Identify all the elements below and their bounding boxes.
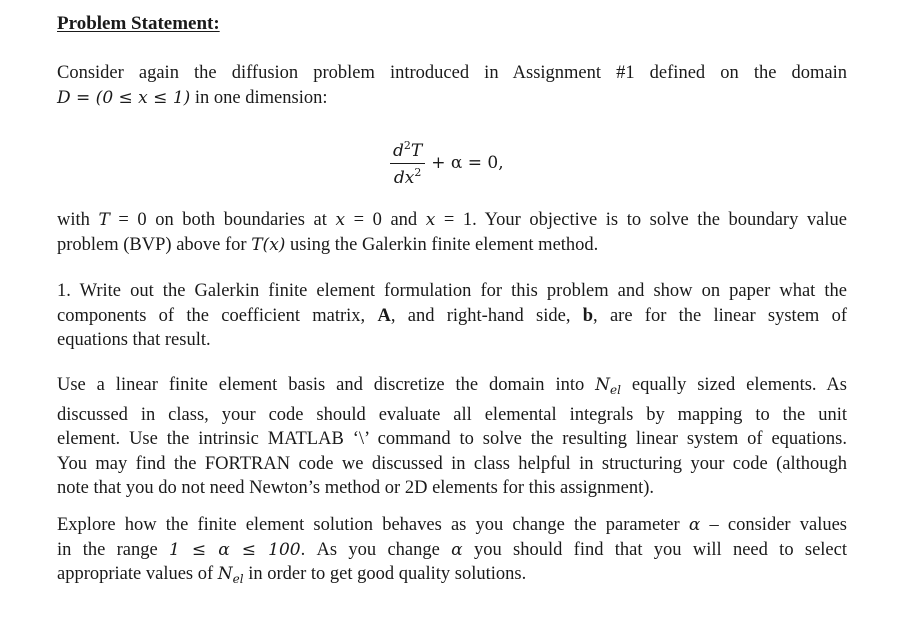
basis-line-5: note that you do not need Newton’s method or 2D elements for this assignment). [57, 478, 655, 498]
explore-text-g: in order to get good quality solutions. [243, 564, 527, 584]
fraction-numerator [390, 139, 425, 164]
denominator-dx: dx [393, 167, 415, 188]
basis-paragraph [57, 373, 847, 501]
explore-line-1 [57, 513, 847, 538]
boundary-paragraph [57, 208, 847, 257]
numerator-T: T [410, 140, 423, 161]
item-1-text-b: , and right-hand side, [390, 305, 583, 326]
fraction-denominator [391, 164, 424, 188]
var-N-2: N [217, 564, 233, 584]
item-1-line-2 [57, 304, 847, 329]
alpha-range: 1 ≤ α ≤ 100 [169, 539, 301, 560]
equation-rest: + α = 0, [431, 153, 504, 173]
intro-line-2 [57, 86, 847, 111]
explore-line-3 [57, 562, 847, 592]
domain-expression: D = (0 ≤ x ≤ 1) [57, 87, 191, 108]
boundary-text-3: = 0 and [345, 210, 426, 230]
subscript-el-2: el [232, 572, 244, 586]
var-x-2: x [425, 210, 436, 230]
var-alpha-2: α [451, 539, 463, 560]
subscript-el: el [610, 383, 621, 397]
vector-b: b [582, 305, 594, 326]
basis-line-4: You may find the FORTRAN code we discussed in class helpful in structuring your code (although [57, 453, 847, 474]
intro-line-1: Consider again the diffusion problem introduced in Assignment #1 defined on the domain [57, 63, 847, 83]
basis-text-a: Use a linear finite element basis and discretize the domain into [57, 375, 596, 395]
boundary-text-2: = 0 on both boundaries at [109, 210, 336, 230]
item-1-text-a: components of the coefficient matrix, [57, 305, 378, 326]
boundary-text-6: using the Galerkin finite element method. [285, 234, 599, 255]
boundary-line-1 [57, 208, 847, 233]
basis-text-b: equally sized elements. As [620, 375, 847, 395]
explore-text-e: you should find that you will need to select [462, 539, 847, 560]
numerator-exponent: 2 [403, 138, 411, 152]
denominator-exponent: 2 [414, 165, 422, 179]
basis-line-1 [57, 373, 847, 403]
var-N: N [595, 375, 611, 395]
var-x-1: x [335, 210, 346, 230]
var-alpha-1: α [688, 515, 701, 535]
item-1-text-c: , are for the linear system of [593, 305, 847, 326]
intro-paragraph [57, 61, 847, 110]
problem-statement-heading: Problem Statement: [57, 13, 220, 34]
explore-text-f: appropriate values of [57, 564, 218, 584]
boundary-line-2 [57, 233, 847, 258]
item-1-line-3: equations that result. [57, 330, 211, 350]
explore-line-2 [57, 538, 847, 563]
intro-line-2-text: in one dimension: [190, 87, 328, 108]
item-1-paragraph [57, 279, 847, 353]
diffusion-equation [390, 138, 504, 188]
basis-line-2: discussed in class, your code should evaluate all elemental integrals by mapping to the unit [57, 404, 847, 425]
explore-text-a: Explore how the finite element solution behaves as you change the parameter [57, 515, 689, 535]
explore-text-b: – consider values [700, 515, 847, 535]
matrix-A: A [377, 305, 391, 326]
boundary-text-5: problem (BVP) above for [57, 234, 252, 255]
numerator-d: d [393, 140, 404, 161]
second-derivative-fraction [390, 139, 425, 188]
explore-paragraph [57, 513, 847, 592]
boundary-text-1: with [57, 210, 99, 230]
var-T: T [98, 210, 110, 230]
explore-text-d: . As you change [300, 539, 452, 560]
basis-line-3: element. Use the intrinsic MATLAB ‘\’ command to solve the resulting linear system of equations. [57, 429, 847, 449]
boundary-text-4: = 1. Your objective is to solve the boundary value [435, 210, 847, 230]
explore-text-c: in the range [57, 539, 169, 560]
item-1-line-1: 1. Write out the Galerkin finite element formulation for this problem and show on paper what the [57, 281, 847, 301]
var-T-of-x: T(x) [251, 234, 286, 255]
